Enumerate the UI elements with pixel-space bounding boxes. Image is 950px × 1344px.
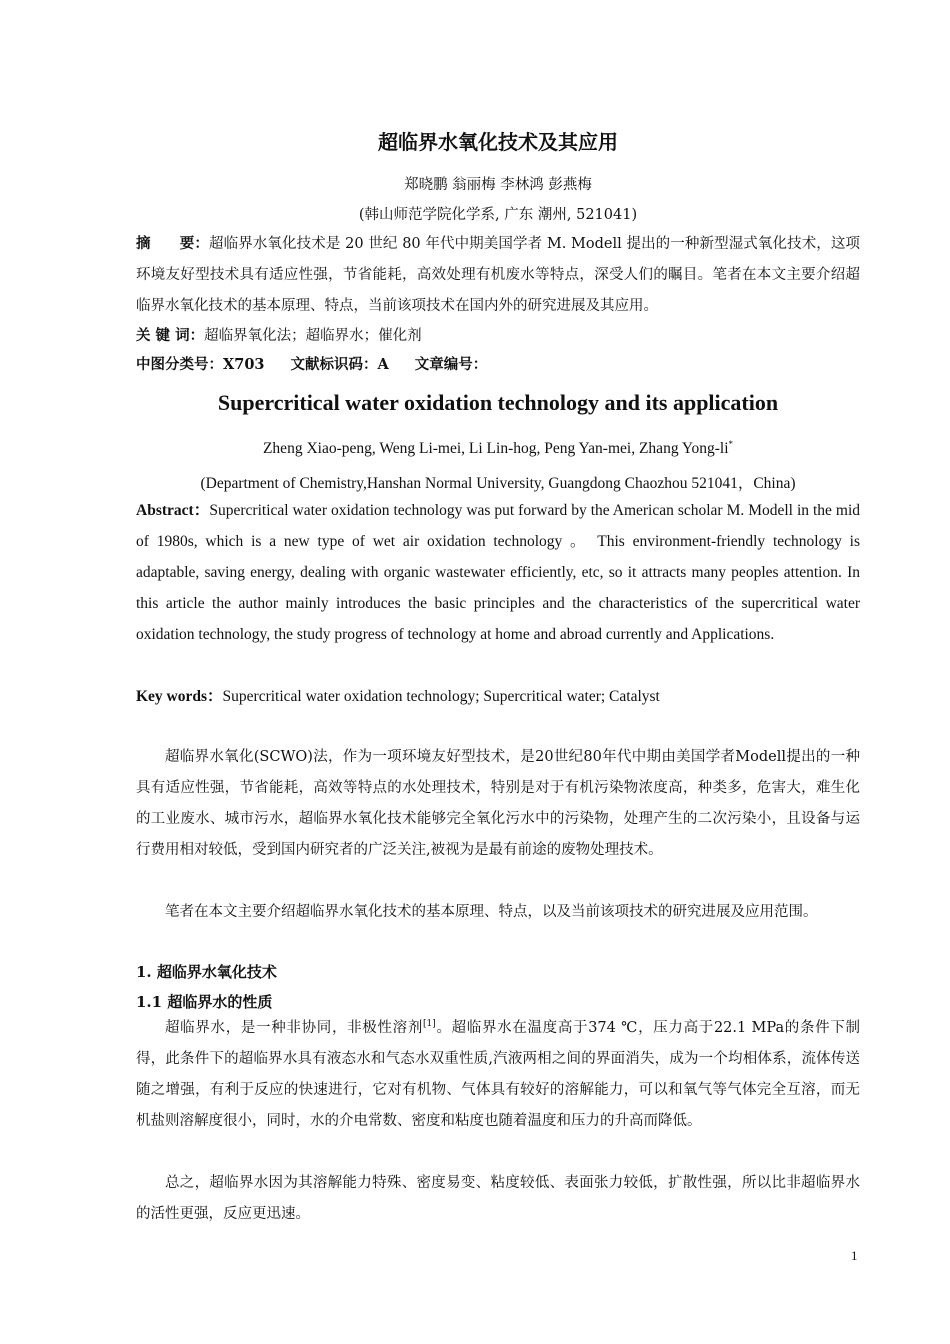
section-1-1-p1-text-a: 超临界水，是一种非协同，非极性溶剂 [165,1020,424,1036]
affiliation-english: (Department of Chemistry,Hanshan Normal University, Guangdong Chaozhou 521041，China) [200,475,796,492]
clc-value: X703 [223,356,265,373]
title-chinese: 超临界水氧化技术及其应用 [378,130,618,154]
abstract-english [136,495,860,650]
intro-paragraph-1: 超临界水氧化(SCWO)法，作为一项环境友好型技术，是20世纪80年代中期由美国学者Modell提出的一种具有适应性强，节省能耗，高效等特点的水处理技术，特别是对于有机污染物浓度高，种类多，危害大，难生化的工业废水、城市污水，超临界水氧化技术能够完全氧化污水中的污染物，处理产生的二次污染小，且设备与运行费用相对较低，受到国内研究者的广泛关注,被视为是最有前途的废物处理技术。 [136,749,860,858]
keywords-chinese-label: 关 键 词： [136,327,205,344]
authors-english-text: Zheng Xiao-peng, Weng Li-mei, Li Lin-hog, Peng Yan-mei, Zhang Yong-li [262,440,729,457]
abstract-english-text: Supercritical water oxidation technology was put forward by the American scholar M. Modell in the mid of 1980s, which is a new type of wet air oxidation technology 。 This environment-friendly technology is adaptable, saving energy, dealing with organic wastewater efficiently, etc, so it attracts many peoples attention. In this article the author mainly introduces the basic principles and the characteristics of the supercritical water oxidation technology, the study progress of technology at home and abroad currently and Applications. [136,502,861,643]
doc-code-label: 文献标识码： [290,356,378,373]
keywords-english-label: Key words： [136,688,223,705]
doc-code-value: A [377,356,389,373]
keywords-chinese-text: 超临界氧化法；超临界水；催化剂 [204,328,422,344]
keywords-chinese [136,325,860,347]
intro-paragraph-2: 笔者在本文主要介绍超临界水氧化技术的基本原理、特点，以及当前该项技术的研究进展及应用范围。 [165,904,818,920]
corresponding-author-mark: * [728,438,734,449]
citation-ref-1: [1] [423,1019,436,1030]
section-1-1-p1-text-b: 。超临界水在温度高于374 ℃，压力高于22.1 MPa的条件下制得，此条件下的超临界水具有液态水和气态水双重性质,汽液两相之间的界面消失，成为一个均相体系，流体传送随之增强，有利于反应的快速进行，它对有机物、气体具有较好的溶解能力，可以和氧气等气体完全互溶，而无机盐则溶解度很小，同时，水的介电常数、密度和粘度也随着温度和压力的升高而降低。 [136,1020,861,1129]
section-1-1-paragraph-2: 总之，超临界水因为其溶解能力特殊、密度易变、粘度较低、表面张力较低，扩散性强，所以比非超临界水的活性更强，反应更迅速。 [136,1175,860,1222]
affiliation-chinese: (韩山师范学院化学系, 广东 潮州, 521041) [358,207,638,223]
article-number-label: 文章编号： [414,356,488,373]
abstract-chinese-text: 超临界水氧化技术是 20 世纪 80 年代中期美国学者 M. Modell 提出的一种新型湿式氧化技术，这项环境友好型技术具有适应性强，节省能耗，高效处理有机废水等特点，深受人们的瞩目。笔者在本文主要介绍超临界水氧化技术的基本原理、特点，当前该项技术在国内外的研究进展及其应用。 [136,236,860,314]
classification-line [136,354,860,376]
abstract-chinese-label: 摘 要： [136,235,210,252]
section-1-1-heading: 1.1 超临界水的性质 [136,993,273,1011]
clc-label: 中图分类号： [136,356,223,373]
authors-english [136,440,860,458]
page-number: 1 [851,1248,858,1263]
title-english: Supercritical water oxidation technology and its application [217,390,779,415]
abstract-chinese [136,228,860,322]
abstract-english-label: Abstract： [136,502,210,519]
authors-chinese: 郑晓鹏 翁丽梅 李林鸿 彭燕梅 [404,177,592,193]
section-1-heading: 1. 超临界水氧化技术 [136,963,277,981]
keywords-english-text: Supercritical water oxidation technology; Supercritical water; Catalyst [222,688,660,705]
keywords-english [136,686,860,708]
section-1-1-paragraph-1 [136,1013,860,1137]
